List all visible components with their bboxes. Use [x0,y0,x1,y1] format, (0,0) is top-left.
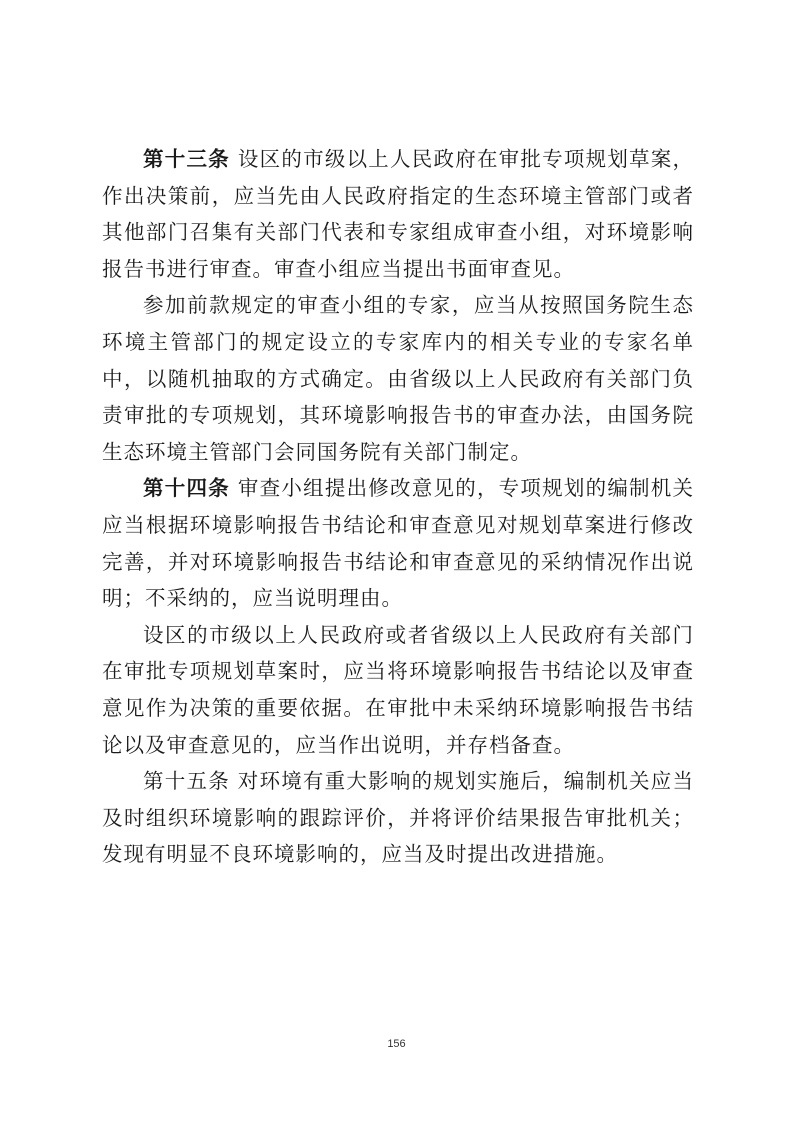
article-14-paragraph-2 [102,617,694,763]
article-13-heading: 第十三条 [143,147,230,171]
document-body [102,141,694,873]
article-13-paragraph [102,141,694,287]
page-number: 156 [387,1038,406,1050]
article-14-paragraph [102,470,694,616]
article-13-paragraph-2 [102,287,694,470]
article-14-heading: 第十四条 [143,476,230,501]
article-15-text: 第十五条 对环境有重大影响的规划实施后，编制机关应当及时组织环境影响的跟踪评价，并将评价结果报告审批机关；发现有明显不良环境影响的，应当及时提出改进措施。 [102,769,694,867]
article-13-text-2: 参加前款规定的审查小组的专家，应当从按照国务院生态环境主管部门的规定设立的专家库内的相关专业的专家名单中，以随机抽取的方式确定。由省级以上人民政府有关部门负责审批的专项规划，其环境影响报告书的审查办法，由国务院生态环境主管部门会同国务院有关部门制定。 [102,293,694,464]
article-15-paragraph [102,763,694,873]
article-14-text-2: 设区的市级以上人民政府或者省级以上人民政府有关部门在审批专项规划草案时，应当将环境影响报告书结论以及审查意见作为决策的重要依据。在审批中未采纳环境影响报告书结论以及审查意见的，应当作出说明，并存档备查。 [102,622,694,757]
article-14-text: 审查小组提出修改意见的，专项规划的编制机关应当根据环境影响报告书结论和审查意见对规划草案进行修改完善，并对环境影响报告书结论和审查意见的采纳情况作出说明；不采纳的，应当说明理由。 [102,476,695,611]
article-13-text: 设区的市级以上人民政府在审批专项规划草案，作出决策前，应当先由人民政府指定的生态环境主管部门或者其他部门召集有关部门代表和专家组成审查小组，对环境影响报告书进行审查。审查小组应当提出书面审查见。 [102,147,695,281]
